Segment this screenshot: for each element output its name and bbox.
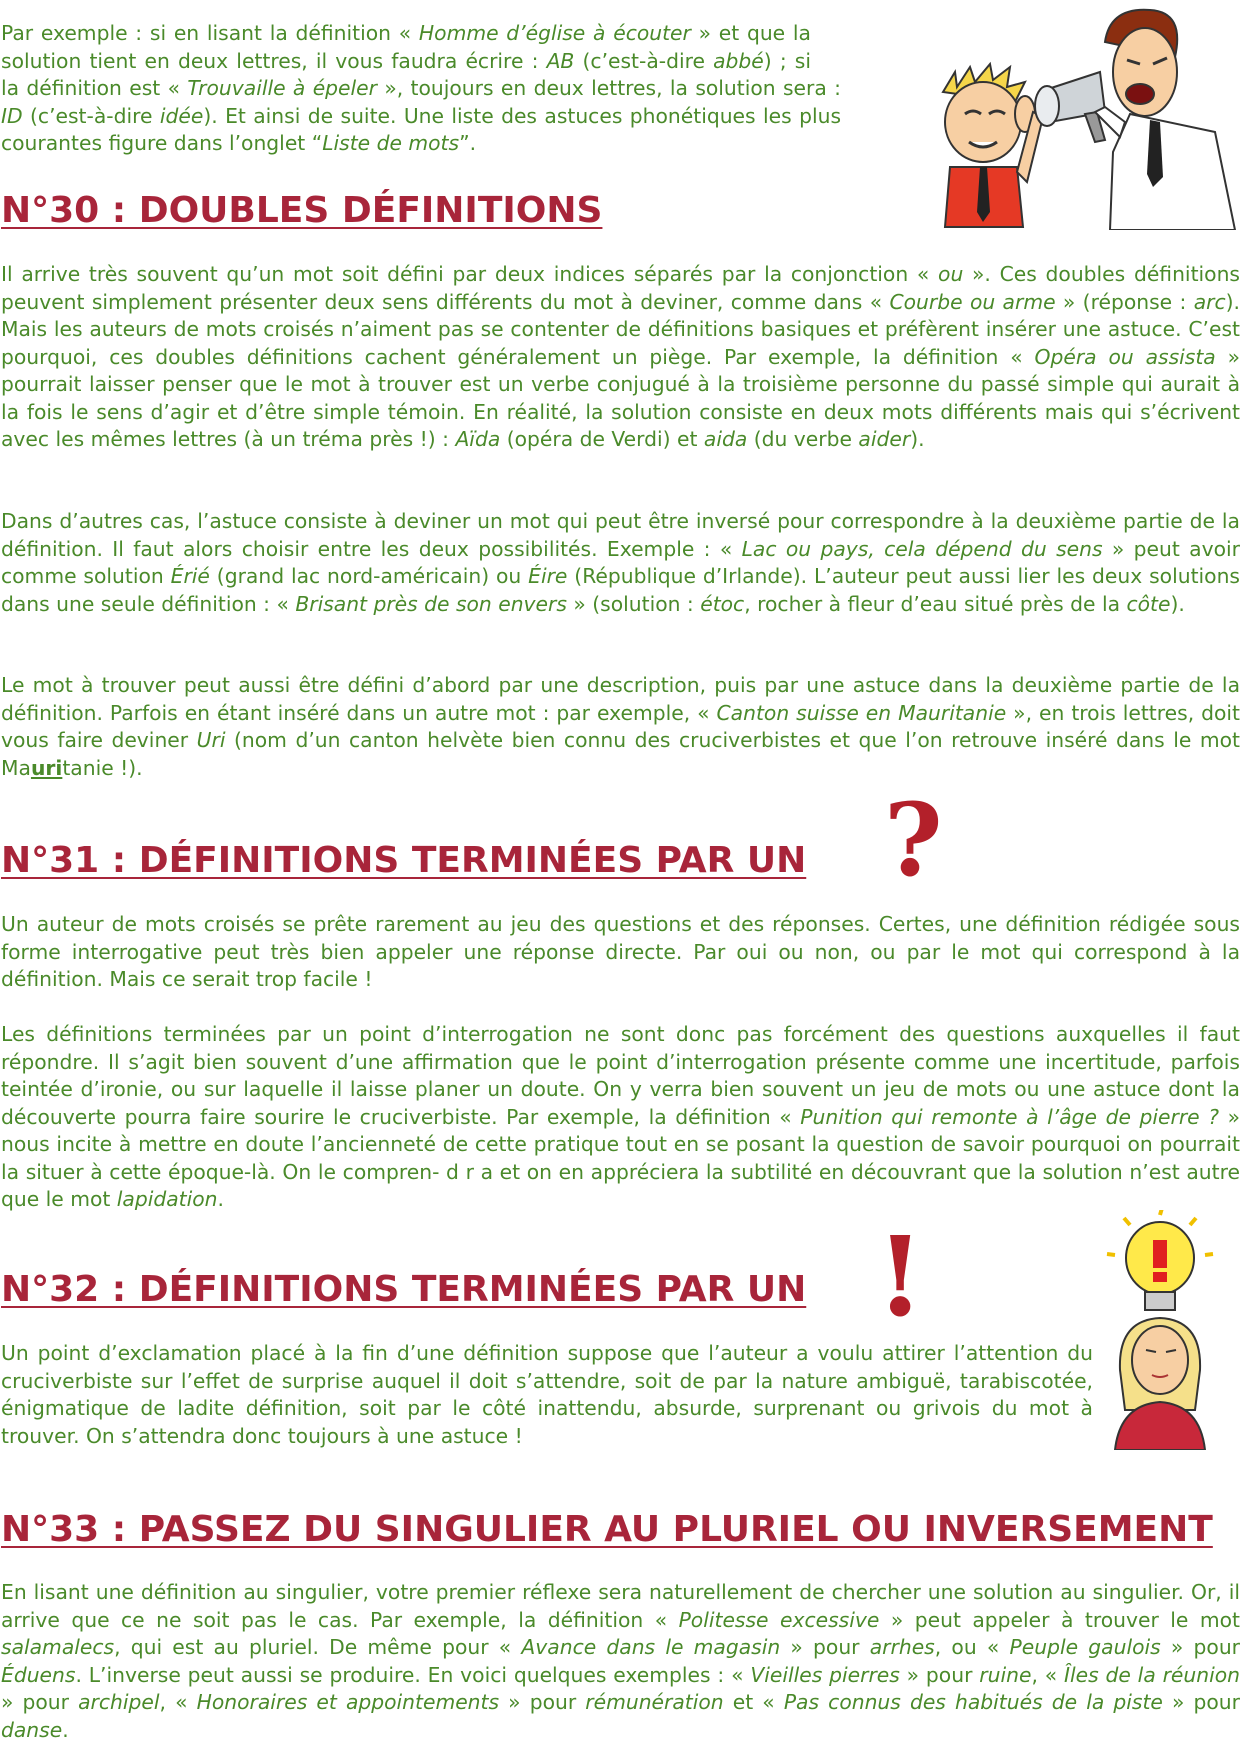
megaphone <box>1035 72 1105 142</box>
s33-paragraph-1: En lisant une définition au singulier, votre premier réflexe sera naturellement de chercher une solution au singulier. Or, il arrive que ce ne soit pas le cas. Par exemple, la définition « Politesse excessive » peut appeler à trouver le mot salamalecs, qui est au pluriel. De même pour « Avance dans le magasin » pour arrhes, ou « Peuple gaulois » pour Éduens. L’inverse peut aussi se produire. En voici quelques exemples : « Vieilles pierres » pour ruine, « Îles de la réunion » pour archipel, « Honoraires et appointements » pour rémunération et « Pas connus des habitués de la piste » pour danse. <box>1 1580 1241 1742</box>
s31-paragraph-2: Les définitions terminées par un point d’interrogation ne sont donc pas forcément des questions auxquelles il faut répondre. Il s’agit bien souvent d’une affirmation que le point d’interrogation présente comme une incertitude, parfois teintée d’ironie, ou sur laquelle il laisse planer un doute. On y verra bien souvent un jeu de mots ou une astuce dont la découverte pourra faire sourire le cruciverbiste. Par exemple, la définition « Punition qui remonte à l’âge de pierre ? » nous incite à mettre en doute l’ancienneté de cette pratique tout en se posant la question de savoir pourquoi on pourrait la situer à cette époque-là. On le compren- d r a et on en appréciera la subtilité en découvrant que la solution n’est autre que le mot lapidation. <box>1 1022 1240 1211</box>
section-31-heading: N°31 : DÉFINITIONS TERMINÉES PAR UN <box>1 840 807 881</box>
s31-paragraph-1: Un auteur de mots croisés se prête rarement au jeu des questions et des réponses. Certes, une définition rédigée sous forme interrogative peut très bien appeler une réponse directe. Par oui ou non, ou par le mot qui correspond à la définition. Mais ce serait trop facile ! <box>1 912 1240 991</box>
s30-paragraph-2: Dans d’autres cas, l’astuce consiste à deviner un mot qui peut être inversé pour correspondre à la deuxième partie de la définition. Il faut alors choisir entre les deux possibilités. Exemple : « Lac ou pays, cela dépend du sens » peut avoir comme solution Érié (grand lac nord-américain) ou Éire (République d’Irlande). L’auteur peut aussi lier les deux solutions dans une seule définition : « Brisant près de son envers » (solution : étoc, rocher à fleur d’eau situé près de la côte). <box>1 509 1240 616</box>
section-33-heading: N°33 : PASSEZ DU SINGULIER AU PLURIEL OU INVERSEMENT <box>1 1509 1213 1550</box>
section-32-heading: N°32 : DÉFINITIONS TERMINÉES PAR UN <box>1 1269 807 1310</box>
boy-figure <box>943 64 1043 227</box>
exclamation-mark-icon: ! <box>876 1212 925 1341</box>
section-30-heading: N°30 : DOUBLES DÉFINITIONS <box>1 190 603 231</box>
megaphone-cartoon-illustration <box>935 2 1241 230</box>
s30-paragraph-3: Le mot à trouver peut aussi être défini d’abord par une description, puis par une astuce dans la deuxième partie de la définition. Parfois en étant inséré dans un autre mot : par exemple, « Canton suisse en Mauritanie », en trois lettres, doit vous faire deviner Uri (nom d’un canton helvète bien connu des cruciverbistes et que l’on retrouve inséré dans le mot Mauritanie !). <box>1 673 1241 780</box>
question-mark-icon: ? <box>884 781 943 899</box>
intro-paragraph: Par exemple : si en lisant la définition « Homme d’église à écouter » et que la solution tient en deux lettres, il vous faudra écrire : AB (c’est-à-dire abbé) ; si la définition est « Trouvaille à épeler », toujours en deux lettres, la solution sera : ID (c’est-à-dire idée). Et ainsi de suite. Une liste des astuces phonétiques les plus courantes figure dans l’onglet “Liste de mots”. <box>1 20 1101 225</box>
s32-paragraph-1: Un point d’exclamation placé à la fin d’une définition suppose que l’auteur a voulu attirer l’attention du cruciverbiste sur l’effet de surprise auquel il doit s’attendre, soit de par la nature ambiguë, tarabiscotée, énigmatique de ladite définition, soit par le côté inattendu, absurde, surprenant ou grivois du mot à trouver. On s’attendra donc toujours à une astuce ! <box>1 1341 1093 1448</box>
light-bulb-icon <box>1107 1210 1213 1310</box>
man-figure <box>1095 10 1235 230</box>
s30-paragraph-1: Il arrive très souvent qu’un mot soit défini par deux indices séparés par la conjonction « ou ». Ces doubles définitions peuvent simplement présenter deux sens différents du mot à deviner, comme dans « Courbe ou arme » (réponse : arc). Mais les auteurs de mots croisés n’aiment pas se contenter de définitions basiques et préfèrent insérer une astuce. C’est pourquoi, ces doubles définitions cachent généralement un piège. Par exemple, la définition « Opéra ou assista » pourrait laisser penser que le mot à trouver est un verbe conjugué à la troisième personne du passé simple qui aurait à la fois le sens d’agir et d’être simple témoin. En réalité, la solution consiste en deux mots différents mais qui s’écrivent avec les mêmes lettres (à un tréma près !) : Aïda (opéra de Verdi) et aida (du verbe aider). <box>1 262 1240 451</box>
woman-figure <box>1115 1318 1205 1450</box>
idea-bulb-woman-illustration <box>1100 1210 1220 1450</box>
